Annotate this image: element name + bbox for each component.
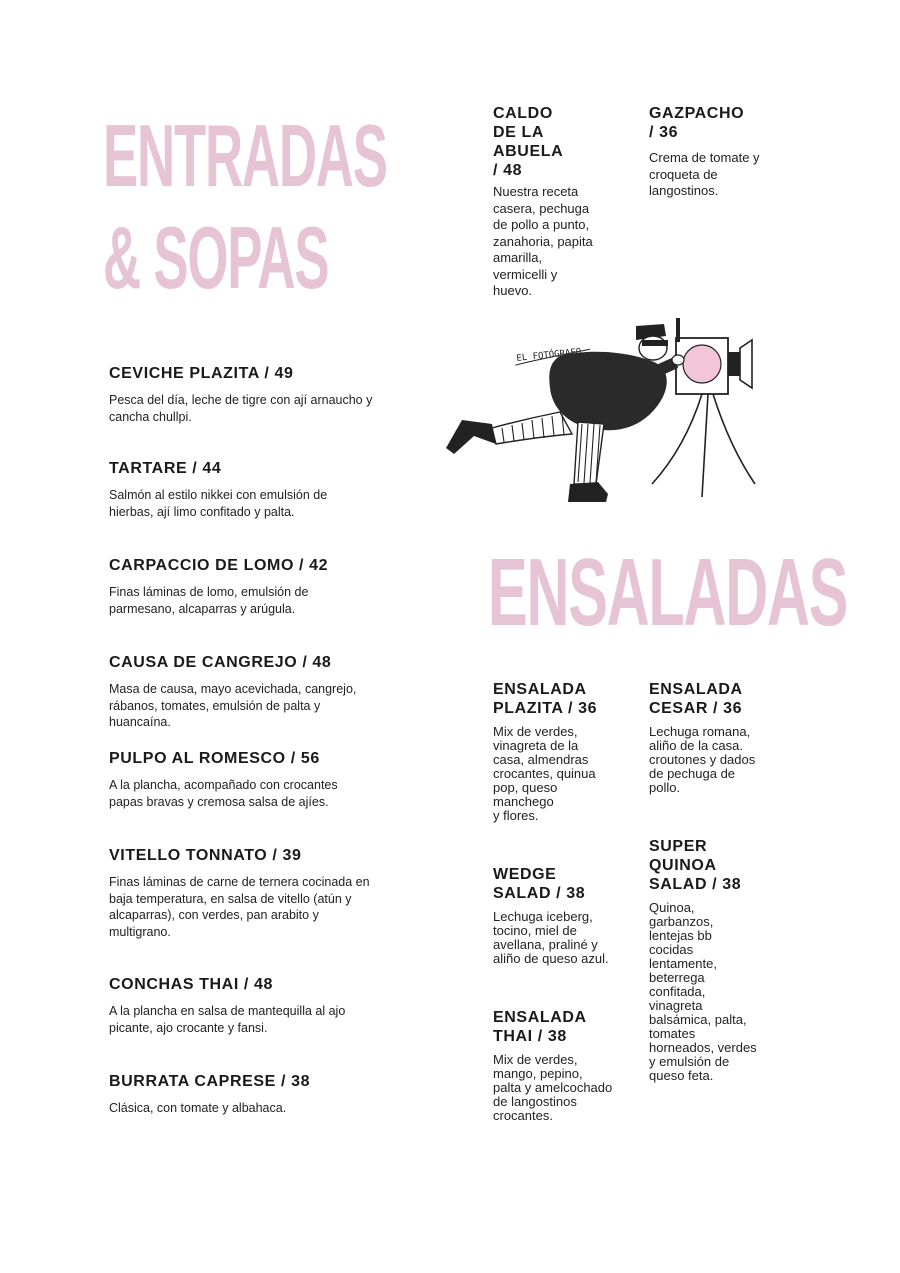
camera-lens-icon (683, 345, 721, 383)
dish-description: Mix de verdes, vinagreta de la casa, almendras crocantes, quinua pop, queso manchego y flores. (493, 724, 596, 823)
dish-name: CARPACCIO DE LOMO / 42 (109, 557, 329, 574)
dish-description: Lechuga iceberg, tocino, miel de avellana, praliné y aliño de queso azul. (493, 909, 609, 966)
dish-description: A la plancha en salsa de mantequilla al ajo picante, ajo crocante y fansi. (109, 1004, 346, 1035)
section-title-sopas: & SOPAS (103, 208, 329, 307)
menu-item-vitello (109, 847, 384, 940)
dish-description: Pesca del día, leche de tigre con ají arnaucho y cancha chullpi. (109, 393, 373, 424)
dish-description: Nuestra receta casera, pechuga de pollo a punto, zanahoria, papita amarilla, vermicelli y huevo. (493, 184, 593, 298)
menu-item-burrata (109, 1073, 399, 1117)
dish-description: Clásica, con tomate y albahaca. (109, 1101, 287, 1115)
section-title-entradas: ENTRADAS (103, 106, 387, 205)
dish-name: BURRATA CAPRESE / 38 (109, 1073, 311, 1090)
dish-description: Finas láminas de carne de ternera cocinada en baja temperatura, en salsa de vitello (atún y alcaparras), con verdes, pan arabito y multigrano. (109, 875, 370, 939)
menu-item-conchas (109, 976, 379, 1036)
menu-item-super-quinoa-salad (649, 837, 789, 1083)
dish-name: VITELLO TONNATO / 39 (109, 847, 302, 864)
dish-name: CEVICHE PLAZITA / 49 (109, 365, 294, 382)
dish-description: Salmón al estilo nikkei con emulsión de hierbas, ají limo confitado y palta. (109, 488, 328, 519)
dish-description: Quinoa, garbanzos, lentejas bb cocidas lentamente, beterrega confitada, vinagreta balsámica, palta, tomates horneados, verdes y emulsión de queso feta. (649, 900, 757, 1083)
dish-name: SUPER QUINOA SALAD / 38 (649, 838, 742, 893)
photographer-illustration (440, 312, 760, 507)
dish-name: PULPO AL ROMESCO / 56 (109, 750, 320, 767)
menu-item-caldo (493, 104, 628, 300)
dish-description: Masa de causa, mayo acevichada, cangrejo, rábanos, tomates, emulsión de palta y huancaína. (109, 682, 357, 729)
section-title-ensaladas: ENSALADAS (488, 539, 848, 646)
menu-item-ensalada-plazita (493, 680, 633, 823)
dish-name: CONCHAS THAI / 48 (109, 976, 273, 993)
dish-description: Mix de verdes, mango, pepino, palta y amelcochado de langostinos crocantes. (493, 1052, 613, 1123)
dish-name: WEDGE SALAD / 38 (493, 866, 586, 902)
dish-name: GAZPACHO / 36 (649, 105, 745, 141)
menu-item-pulpo (109, 750, 369, 810)
dish-description: A la plancha, acompañado con crocantes papas bravas y cremosa salsa de ajíes. (109, 778, 338, 809)
dish-name: ENSALADA PLAZITA / 36 (493, 681, 598, 717)
dish-name: CAUSA DE CANGREJO / 48 (109, 654, 332, 671)
dish-description: Crema de tomate y croqueta de langostinos. (649, 150, 760, 198)
menu-item-carpaccio (109, 557, 349, 617)
menu-item-wedge-salad (493, 865, 633, 966)
dish-description: Finas láminas de lomo, emulsión de parmesano, alcaparras y arúgula. (109, 585, 309, 616)
dish-name: CALDO DE LA ABUELA / 48 (493, 105, 564, 179)
menu-item-gazpacho (649, 104, 784, 200)
menu-item-tartare (109, 460, 359, 520)
menu-item-causa (109, 654, 384, 731)
menu-item-ensalada-thai (493, 1008, 638, 1123)
illustration-sign: EL FOTÓGRAFO (516, 347, 582, 364)
dish-name: ENSALADA CESAR / 36 (649, 681, 743, 717)
dish-description: Lechuga romana, aliño de la casa. croutones y dados de pechuga de pollo. (649, 724, 756, 795)
dish-name: TARTARE / 44 (109, 460, 222, 477)
menu-item-ceviche (109, 365, 399, 425)
menu-item-ensalada-cesar (649, 680, 789, 795)
dish-name: ENSALADA THAI / 38 (493, 1009, 587, 1045)
